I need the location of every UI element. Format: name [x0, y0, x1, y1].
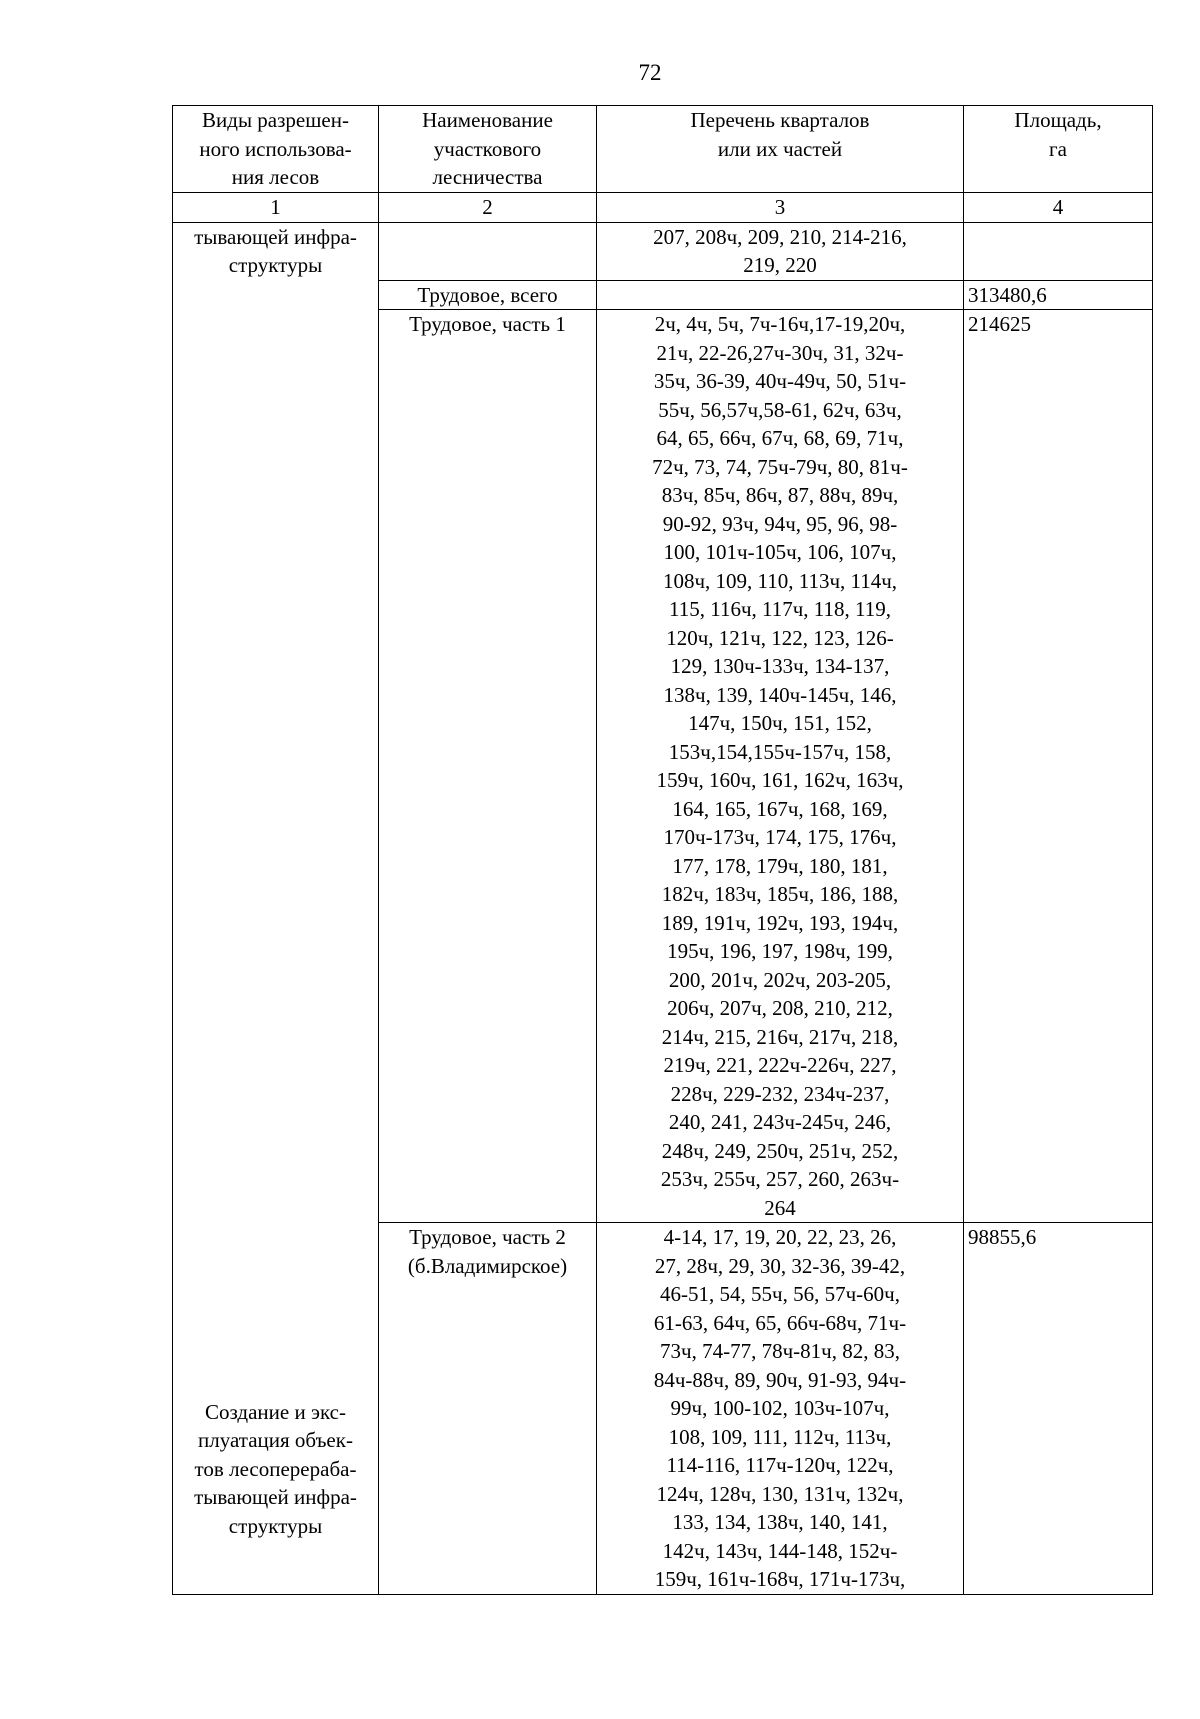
- forest-use-type-cell: тывающей инфра- структуры: [173, 222, 379, 280]
- header-quarters-list: Перечень кварталов или их частей: [597, 106, 964, 193]
- header-area: Площадь, га: [964, 106, 1153, 193]
- area-cell: [964, 222, 1153, 280]
- table-header-row: [173, 106, 1153, 193]
- forestry-name-cell: Трудовое, всего: [379, 280, 597, 310]
- quarters-cell: 4-14, 17, 19, 20, 22, 23, 26, 27, 28ч, 29, 30, 32-36, 39-42, 46-51, 54, 55ч, 56, 57ч-60ч, 61-63, 64ч, 65, 66ч-68ч, 71ч- 73ч, 74-77, 78ч-81ч, 82, 83, 84ч-88ч, 89, 90ч, 91-93, 94ч- 99ч, 100-102, 103ч-107ч, 108, 109, 111, 112ч, 113ч, 114-116, 117ч-120ч, 122ч, 124ч, 128ч, 130, 131ч, 132ч, 133, 134, 138ч, 140, 141, 142ч, 143ч, 144-148, 152ч- 159ч, 161ч-168ч, 171ч-173ч,: [597, 1223, 964, 1595]
- page-number: 72: [638, 60, 662, 85]
- forestry-name-cell: Трудовое, часть 2 (б.Владимирское): [379, 1223, 597, 1595]
- quarters-cell: 2ч, 4ч, 5ч, 7ч-16ч,17-19,20ч, 21ч, 22-26,27ч-30ч, 31, 32ч- 35ч, 36-39, 40ч-49ч, 50, 51ч- 55ч, 56,57ч,58-61, 62ч, 63ч, 64, 65, 66ч, 67ч, 68, 69, 71ч, 72ч, 73, 74, 75ч-79ч, 80, 81ч- 83ч, 85ч, 86ч, 87, 88ч, 89ч, 90-92, 93ч, 94ч, 95, 96, 98- 100, 101ч-105ч, 106, 107ч, 108ч, 109, 110, 113ч, 114ч, 115, 116ч, 117ч, 118, 119, 120ч, 121ч, 122, 123, 126- 129, 130ч-133ч, 134-137, 138ч, 139, 140ч-145ч, 146, 147ч, 150ч, 151, 152, 153ч,154,155ч-157ч, 158, 159ч, 160ч, 161, 162ч, 163ч, 164, 165, 167ч, 168, 169, 170ч-173ч, 174, 175, 176ч, 177, 178, 179ч, 180, 181, 182ч, 183ч, 185ч, 186, 188, 189, 191ч, 192ч, 193, 194ч, 195ч, 196, 197, 198ч, 199, 200, 201ч, 202ч, 203-205, 206ч, 207ч, 208, 210, 212, 214ч, 215, 216ч, 217ч, 218, 219ч, 221, 222ч-226ч, 227, 228ч, 229-232, 234ч-237, 240, 241, 243ч-245ч, 246, 248ч, 249, 250ч, 251ч, 252, 253ч, 255ч, 257, 260, 263ч- 264: [597, 310, 964, 1223]
- forest-use-type-cell: Создание и экс- плуатация объек- тов лесоперераба- тывающей инфра- структуры: [173, 1223, 379, 1595]
- table-row: [173, 310, 1153, 1223]
- area-cell: 214625: [964, 310, 1153, 1223]
- table-row: [173, 222, 1153, 280]
- table-row: [173, 280, 1153, 310]
- column-number: 2: [379, 193, 597, 223]
- forestry-name-cell: Трудовое, часть 1: [379, 310, 597, 1223]
- forest-use-table: [172, 105, 1153, 1595]
- column-number: 3: [597, 193, 964, 223]
- column-number: 4: [964, 193, 1153, 223]
- forest-use-type-cell: [173, 280, 379, 310]
- quarters-cell: [597, 280, 964, 310]
- forest-use-type-cell: [173, 310, 379, 1223]
- area-cell: 98855,6: [964, 1223, 1153, 1595]
- header-forestry-name: Наименование участкового лесничества: [379, 106, 597, 193]
- area-cell: 313480,6: [964, 280, 1153, 310]
- column-number-row: [173, 193, 1153, 223]
- column-number: 1: [173, 193, 379, 223]
- table-row: [173, 1223, 1153, 1595]
- quarters-cell: 207, 208ч, 209, 210, 214-216, 219, 220: [597, 222, 964, 280]
- header-forest-use-type: Виды разрешен- ного использова- ния лесов: [173, 106, 379, 193]
- forestry-name-cell: [379, 222, 597, 280]
